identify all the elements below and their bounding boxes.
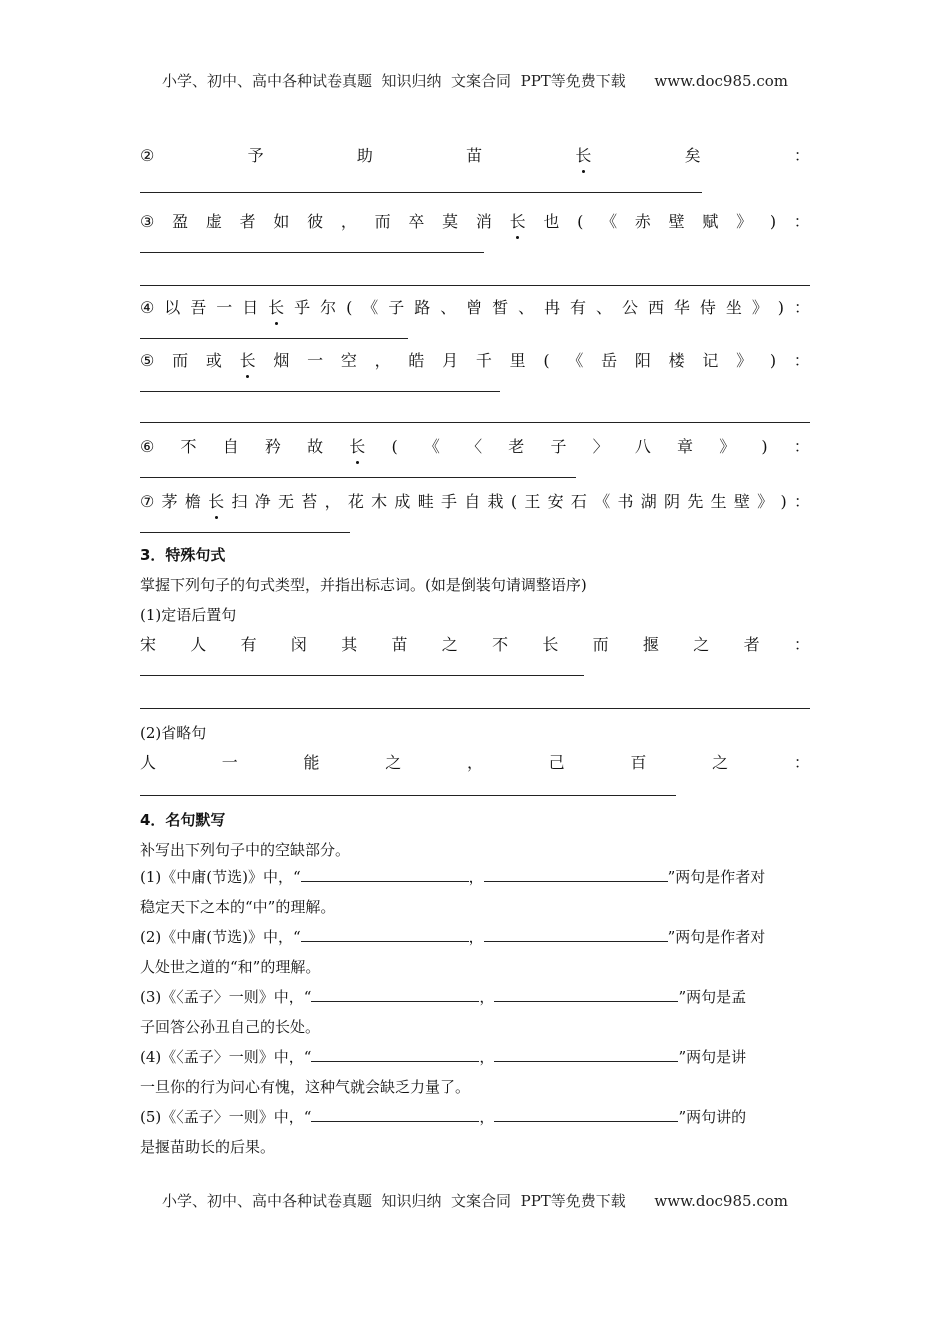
- sentence-char: 子: [388, 298, 405, 317]
- sentence-char: 扫: [231, 492, 248, 511]
- item-7: [140, 490, 810, 514]
- answer-line[interactable]: [140, 675, 584, 676]
- sentence-char: 《: [362, 298, 379, 317]
- sentence-char: 者: [239, 212, 256, 231]
- sentence-char: 里: [509, 351, 526, 370]
- sentence-char: ，: [340, 212, 357, 231]
- page-header: 小学、初中、高中各种试卷真题 知识归纳 文案合同 PPT等免费下载 www.doc985.com: [161, 72, 788, 90]
- sentence-char: 自: [464, 492, 481, 511]
- sentence-char: ③: [140, 212, 155, 231]
- section-4-title: 4．名句默写: [140, 811, 226, 829]
- sentence-char: ：: [793, 437, 810, 456]
- sentence-char: 而: [592, 635, 609, 654]
- sentence-char: 之: [712, 753, 729, 772]
- item-4: [140, 296, 810, 320]
- blank-field[interactable]: [494, 983, 678, 1002]
- subsection-1-title: (1)定语后置句: [140, 606, 237, 624]
- sentence-char: 《: [423, 437, 440, 456]
- item-3: [140, 210, 810, 234]
- worksheet-content: [140, 140, 810, 1162]
- page-footer: 小学、初中、高中各种试卷真题 知识归纳 文案合同 PPT等免费下载 www.doc985.com: [161, 1192, 788, 1210]
- subsection-2-title: (2)省略句: [140, 724, 207, 742]
- sentence-char: 而: [374, 212, 391, 231]
- sentence-char: 曾: [466, 298, 483, 317]
- sentence-char: 苔: [301, 492, 318, 511]
- blank-field[interactable]: [484, 863, 668, 882]
- sentence-char: 王: [524, 492, 541, 511]
- sentence-char: 岳: [601, 351, 618, 370]
- sentence-char: 〈: [466, 437, 483, 456]
- sentence-char: 《: [594, 492, 611, 511]
- sentence-char: 消: [475, 212, 492, 231]
- sentence-char: 楼: [668, 351, 685, 370]
- sentence-char: 侍: [699, 298, 716, 317]
- emphasis-char: 长: [208, 490, 224, 514]
- sentence-char: ): [777, 298, 785, 317]
- sentence-char: 自: [222, 437, 239, 456]
- sentence-char: ：: [793, 351, 810, 370]
- sentence-char: 安: [547, 492, 564, 511]
- sentence-char: 日: [242, 298, 259, 317]
- sentence-char: ): [769, 212, 777, 231]
- question-5: (5)《〈孟子〉一则》中，“ ， ”两句讲的 是揠苗助长的后果。: [140, 1102, 810, 1162]
- sentence-char: 冉: [544, 298, 561, 317]
- sentence-char: 人: [140, 753, 157, 772]
- sentence-char: 千: [475, 351, 492, 370]
- sentence-char: 》: [736, 351, 753, 370]
- sentence-char: 阳: [634, 351, 651, 370]
- sentence-char: 生: [710, 492, 727, 511]
- answer-line[interactable]: [140, 252, 484, 253]
- sentence-char: 坐: [725, 298, 742, 317]
- sentence-char: 老: [508, 437, 525, 456]
- sentence-char: 其: [341, 635, 358, 654]
- sentence-char: ⑥: [140, 437, 155, 456]
- sentence-char: ，: [324, 492, 341, 511]
- sentence-char: 揠: [642, 635, 659, 654]
- section-3-instruction: 掌握下列句子的句式类型，并指出标志词。(如是倒装句请调整语序): [140, 576, 587, 594]
- blank-field[interactable]: [484, 923, 668, 942]
- sentence-char: 而: [172, 351, 189, 370]
- question-2: (2)《中庸(节选)》中，“ ， ”两句是作者对 人处世之道的“和”的理解。: [140, 922, 810, 982]
- sentence-char: 书: [617, 492, 634, 511]
- sentence-char: 有: [240, 635, 257, 654]
- sentence-char: ，: [466, 753, 483, 772]
- blank-field[interactable]: [301, 863, 469, 882]
- sentence-char: 皙: [492, 298, 509, 317]
- sentence-char: 助: [356, 146, 373, 165]
- sentence-char: 一: [221, 753, 238, 772]
- sentence-char: 赋: [702, 212, 719, 231]
- sentence-char: 彼: [307, 212, 324, 231]
- sentence-char: 壁: [733, 492, 750, 511]
- sentence-char: 手: [440, 492, 457, 511]
- sentence-char: 〉: [592, 437, 609, 456]
- sentence-char: (: [391, 437, 398, 456]
- sentence-char: 《: [567, 351, 584, 370]
- sentence-char: 记: [702, 351, 719, 370]
- sentence-char: 尔: [320, 298, 337, 317]
- sentence-char: 》: [757, 492, 774, 511]
- sentence-char: ④: [140, 298, 155, 317]
- sentence-char: ②: [140, 146, 155, 165]
- sentence-char: 己: [548, 753, 565, 772]
- emphasis-char: 长: [268, 296, 284, 320]
- sentence-char: 盈: [172, 212, 189, 231]
- sentence-char: 之: [693, 635, 710, 654]
- sentence-char: 长: [542, 635, 559, 654]
- sentence-char: ⑤: [140, 351, 155, 370]
- sentence-char: 乎: [294, 298, 311, 317]
- sentence-char: 》: [736, 212, 753, 231]
- sentence-char: 八: [634, 437, 651, 456]
- sentence-char: 空: [340, 351, 357, 370]
- sentence-char: 石: [570, 492, 587, 511]
- sentence-char: ：: [793, 753, 810, 772]
- sentence-char: 公: [621, 298, 638, 317]
- sentence-char: (: [346, 298, 353, 317]
- sentence-char: 子: [550, 437, 567, 456]
- blank-field[interactable]: [311, 1103, 479, 1122]
- sentence-char: 不: [492, 635, 509, 654]
- sentence-char: 烟: [273, 351, 290, 370]
- answer-line[interactable]: [140, 391, 500, 392]
- sentence-char: (: [510, 492, 518, 511]
- sentence-char: ：: [793, 146, 810, 165]
- sentence-2: [140, 751, 810, 775]
- sentence-char: 矣: [684, 146, 701, 165]
- sentence-char: 茅: [161, 492, 178, 511]
- sentence-char: 无: [278, 492, 295, 511]
- sentence-char: 皓: [408, 351, 425, 370]
- sentence-char: 华: [673, 298, 690, 317]
- sentence-char: 先: [687, 492, 704, 511]
- sentence-char: 一: [216, 298, 233, 317]
- sentence-char: 》: [719, 437, 736, 456]
- sentence-char: 闵: [290, 635, 307, 654]
- sentence-char: 檐: [184, 492, 201, 511]
- sentence-1: [140, 633, 810, 657]
- sentence-char: 《: [601, 212, 618, 231]
- question-1: (1)《中庸(节选)》中，“ ， ”两句是作者对 稳定天下之本的“中”的理解。: [140, 862, 810, 922]
- sentence-char: (: [577, 212, 584, 231]
- item-2: [140, 144, 810, 168]
- sentence-char: 莫: [442, 212, 459, 231]
- sentence-char: 西: [647, 298, 664, 317]
- sentence-char: ，: [374, 351, 391, 370]
- sentence-char: 卒: [408, 212, 425, 231]
- question-3: (3)《〈孟子〉一则》中，“ ， ”两句是孟 子回答公孙丑自己的长处。: [140, 982, 810, 1042]
- sentence-char: ：: [793, 298, 810, 317]
- sentence-char: 矜: [264, 437, 281, 456]
- emphasis-char: 长: [510, 210, 526, 234]
- sentence-char: 宋: [140, 635, 157, 654]
- sentence-char: 成: [394, 492, 411, 511]
- sentence-char: 苗: [466, 146, 483, 165]
- sentence-char: 路: [414, 298, 431, 317]
- sentence-char: 一: [307, 351, 324, 370]
- sentence-char: 虚: [205, 212, 222, 231]
- sentence-char: ：: [793, 635, 810, 654]
- sentence-char: 者: [743, 635, 760, 654]
- sentence-char: 净: [254, 492, 271, 511]
- sentence-char: ): [780, 492, 787, 511]
- sentence-char: 、: [518, 298, 535, 317]
- sentence-char: ): [769, 351, 777, 370]
- sentence-char: 畦: [417, 492, 434, 511]
- sentence-char: 湖: [640, 492, 657, 511]
- sentence-char: 也: [543, 212, 560, 231]
- sentence-char: 如: [273, 212, 290, 231]
- sentence-char: 以: [164, 298, 181, 317]
- sentence-char: 或: [205, 351, 222, 370]
- sentence-char: 、: [440, 298, 457, 317]
- sentence-char: 予: [247, 146, 264, 165]
- blank-field[interactable]: [494, 1043, 678, 1062]
- blank-field[interactable]: [311, 1043, 479, 1062]
- sentence-char: 章: [677, 437, 694, 456]
- sentence-char: ): [761, 437, 768, 456]
- item-5: [140, 349, 810, 373]
- sentence-char: 苗: [391, 635, 408, 654]
- sentence-char: ：: [793, 492, 810, 511]
- sentence-char: 木: [371, 492, 388, 511]
- sentence-char: 吾: [190, 298, 207, 317]
- sentence-char: 花: [347, 492, 364, 511]
- emphasis-char: 长: [575, 144, 591, 168]
- sentence-char: 有: [570, 298, 587, 317]
- sentence-char: 壁: [668, 212, 685, 231]
- blank-field[interactable]: [311, 983, 479, 1002]
- sentence-char: 百: [630, 753, 647, 772]
- sentence-char: 赤: [634, 212, 651, 231]
- sentence-char: 》: [751, 298, 768, 317]
- sentence-char: 不: [180, 437, 197, 456]
- blank-field[interactable]: [301, 923, 469, 942]
- sentence-char: 栽: [487, 492, 504, 511]
- emphasis-char: 长: [240, 349, 256, 373]
- section-4-instruction: 补写出下列句子中的空缺部分。: [140, 841, 351, 859]
- section-3-title: 3．特殊句式: [140, 546, 226, 564]
- sentence-char: ⑦: [140, 492, 155, 511]
- sentence-char: 故: [307, 437, 324, 456]
- emphasis-char: 长: [349, 435, 365, 459]
- sentence-char: 阴: [664, 492, 681, 511]
- sentence-char: 能: [303, 753, 320, 772]
- question-4: (4)《〈孟子〉一则》中，“ ， ”两句是讲 一旦你的行为问心有愧，这种气就会缺乏力量了。: [140, 1042, 810, 1102]
- sentence-char: 之: [441, 635, 458, 654]
- sentence-char: ：: [793, 212, 810, 231]
- sentence-char: 之: [385, 753, 402, 772]
- item-6: [140, 435, 810, 459]
- sentence-char: 、: [596, 298, 613, 317]
- blank-field[interactable]: [494, 1103, 678, 1122]
- sentence-char: 月: [442, 351, 459, 370]
- sentence-char: (: [543, 351, 550, 370]
- sentence-char: 人: [190, 635, 207, 654]
